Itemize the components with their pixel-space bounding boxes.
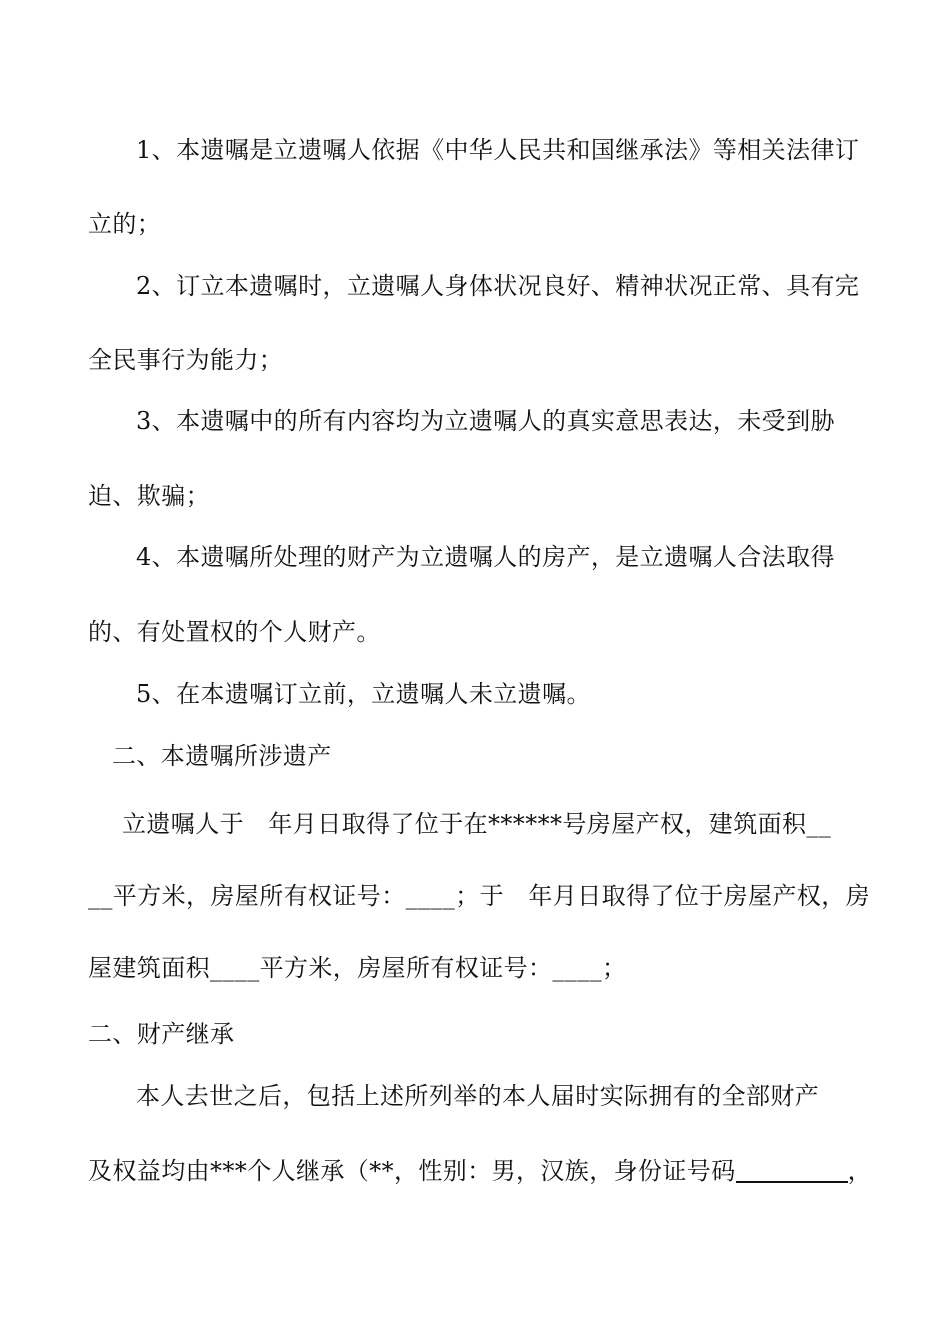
inheritance-line-2-tail: ， (847, 1157, 873, 1185)
inheritance-line-2-text: 及权益均由***个人继承（**，性别：男，汉族，身份证号码 (88, 1157, 736, 1185)
clause-4-line-2: 的、有处置权的个人财产。 (88, 618, 381, 646)
clause-3-line-2: 迫、欺骗； (88, 482, 210, 510)
clause-2-line-2: 全民事行为能力； (88, 346, 284, 374)
inheritance-line-2 (88, 1155, 873, 1187)
section-heading-estate: 二、本遗嘱所涉遗产 (112, 742, 332, 770)
inheritance-line-1: 本人去世之后，包括上述所列举的本人届时实际拥有的全部财产 (136, 1082, 820, 1110)
estate-line-3: 屋建筑面积____平方米，房屋所有权证号：____； (88, 954, 627, 982)
clause-4-line-1: 4、本遗嘱所处理的财产为立遗嘱人的房产，是立遗嘱人合法取得 (136, 543, 835, 571)
clause-3-line-1: 3、本遗嘱中的所有内容均为立遗嘱人的真实意思表达，未受到胁 (136, 407, 835, 435)
id-number-blank (736, 1157, 848, 1183)
clause-5-line: 5、在本遗嘱订立前，立遗嘱人未立遗嘱。 (136, 680, 591, 708)
clause-1-line-2: 立的； (88, 210, 162, 238)
clause-2-line-1: 2、订立本遗嘱时，立遗嘱人身体状况良好、精神状况正常、具有完 (136, 272, 860, 300)
estate-line-1: 立遗嘱人于 年月日取得了位于在******号房屋产权，建筑面积__ (122, 810, 832, 838)
clause-1-line-1: 1、本遗嘱是立遗嘱人依据《中华人民共和国继承法》等相关法律订 (136, 136, 860, 164)
section-heading-inheritance: 二、财产继承 (88, 1020, 235, 1048)
estate-line-2: __平方米，房屋所有权证号：____；于 年月日取得了位于房屋产权，房 (88, 882, 870, 910)
